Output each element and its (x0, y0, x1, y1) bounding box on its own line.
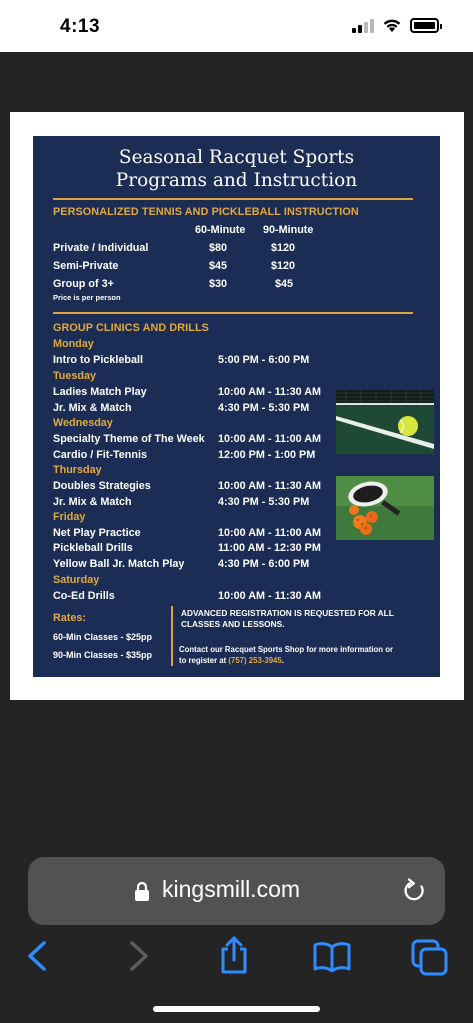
wifi-icon (382, 18, 402, 33)
url-text[interactable]: kingsmill.com (162, 876, 301, 902)
clinic-name: Cardio / Fit-Tennis (53, 449, 147, 461)
price-note: Price is per person (53, 293, 121, 302)
divider (53, 312, 413, 314)
clinic-time: 11:00 AM - 12:30 PM (218, 542, 321, 554)
clinic-time: 10:00 AM - 11:30 AM (218, 480, 322, 492)
clinic-time: 4:30 PM - 5:30 PM (218, 402, 310, 414)
day-heading: Friday (53, 511, 86, 523)
price-90: $120 (271, 260, 296, 272)
day-heading: Thursday (53, 464, 102, 476)
status-bar (0, 0, 473, 52)
rate-90: 90-Min Classes - $35pp (53, 650, 153, 660)
clinic-name: Doubles Strategies (53, 480, 151, 492)
divider-vertical (171, 606, 173, 666)
clinic-time: 10:00 AM - 11:30 AM (218, 590, 322, 602)
price-60: $30 (209, 278, 228, 290)
reload-icon[interactable] (401, 877, 429, 905)
day-heading: Saturday (53, 574, 100, 586)
phone-number: (757) 253-3945 (228, 656, 282, 665)
day-heading: Wednesday (53, 417, 113, 429)
tabs-icon[interactable] (410, 935, 450, 977)
price-90: $45 (275, 278, 294, 290)
price-60: $80 (209, 242, 228, 254)
forward-chevron-icon[interactable] (118, 935, 158, 977)
section-heading-personalized: PERSONALIZED TENNIS AND PICKLEBALL INSTRUCTION (53, 206, 359, 218)
clinic-time: 12:00 PM - 1:00 PM (218, 449, 316, 461)
bookmarks-book-icon[interactable] (312, 935, 352, 977)
contact-note: Contact our Racquet Sports Shop for more information or to register at (757) 253-3945. (179, 645, 393, 665)
clinic-time: 10:00 AM - 11:00 AM (218, 527, 322, 539)
clinic-name: Intro to Pickleball (53, 354, 143, 366)
clinic-name: Ladies Match Play (53, 386, 147, 398)
clinic-time: 10:00 AM - 11:30 AM (218, 386, 322, 398)
price-90: $120 (271, 242, 296, 254)
registration-note: ADVANCED REGISTRATION IS REQUESTED FOR ALL CLASSES AND LESSONS. (181, 608, 394, 629)
section-heading-clinics: GROUP CLINICS AND DRILLS (53, 322, 209, 334)
clinic-time: 4:30 PM - 5:30 PM (218, 496, 310, 508)
flyer-image-frame (10, 112, 464, 700)
clinic-time: 4:30 PM - 6:00 PM (218, 558, 310, 570)
column-header-60: 60-Minute (195, 224, 246, 236)
flyer-title: Seasonal Racquet Sports Programs and Instruction (115, 147, 358, 191)
price-row-label: Semi-Private (53, 260, 119, 272)
clinic-name: Jr. Mix & Match (53, 496, 132, 508)
price-row-label: Group of 3+ (53, 278, 114, 290)
program-flyer (33, 136, 440, 677)
battery-icon (410, 18, 439, 33)
price-60: $45 (209, 260, 228, 272)
back-chevron-icon[interactable] (18, 935, 58, 977)
column-header-90: 90-Minute (263, 224, 314, 236)
clinic-name: Net Play Practice (53, 527, 141, 539)
home-indicator[interactable] (153, 1006, 320, 1012)
clinic-name: Jr. Mix & Match (53, 402, 132, 414)
address-bar[interactable] (28, 857, 445, 925)
share-icon[interactable] (214, 935, 254, 977)
tennis-ball-photo (336, 390, 434, 454)
pickleball-photo (336, 476, 434, 540)
clinic-name: Pickleball Drills (53, 542, 133, 554)
rates-heading: Rates: (53, 612, 87, 624)
clinic-time: 10:00 AM - 11:00 AM (218, 433, 322, 445)
clinic-name: Yellow Ball Jr. Match Play (53, 558, 185, 570)
day-heading: Monday (53, 338, 94, 350)
clinic-name: Co-Ed Drills (53, 590, 115, 602)
lock-icon (134, 881, 150, 901)
rate-60: 60-Min Classes - $25pp (53, 632, 153, 642)
signal-bars-icon (352, 19, 374, 33)
divider (53, 198, 413, 200)
clinic-name: Specialty Theme of The Week (53, 433, 205, 445)
day-heading: Tuesday (53, 370, 97, 382)
status-time: 4:13 (60, 16, 101, 37)
status-icons (352, 18, 439, 33)
price-row-label: Private / Individual (53, 242, 149, 254)
clinic-time: 5:00 PM - 6:00 PM (218, 354, 310, 366)
